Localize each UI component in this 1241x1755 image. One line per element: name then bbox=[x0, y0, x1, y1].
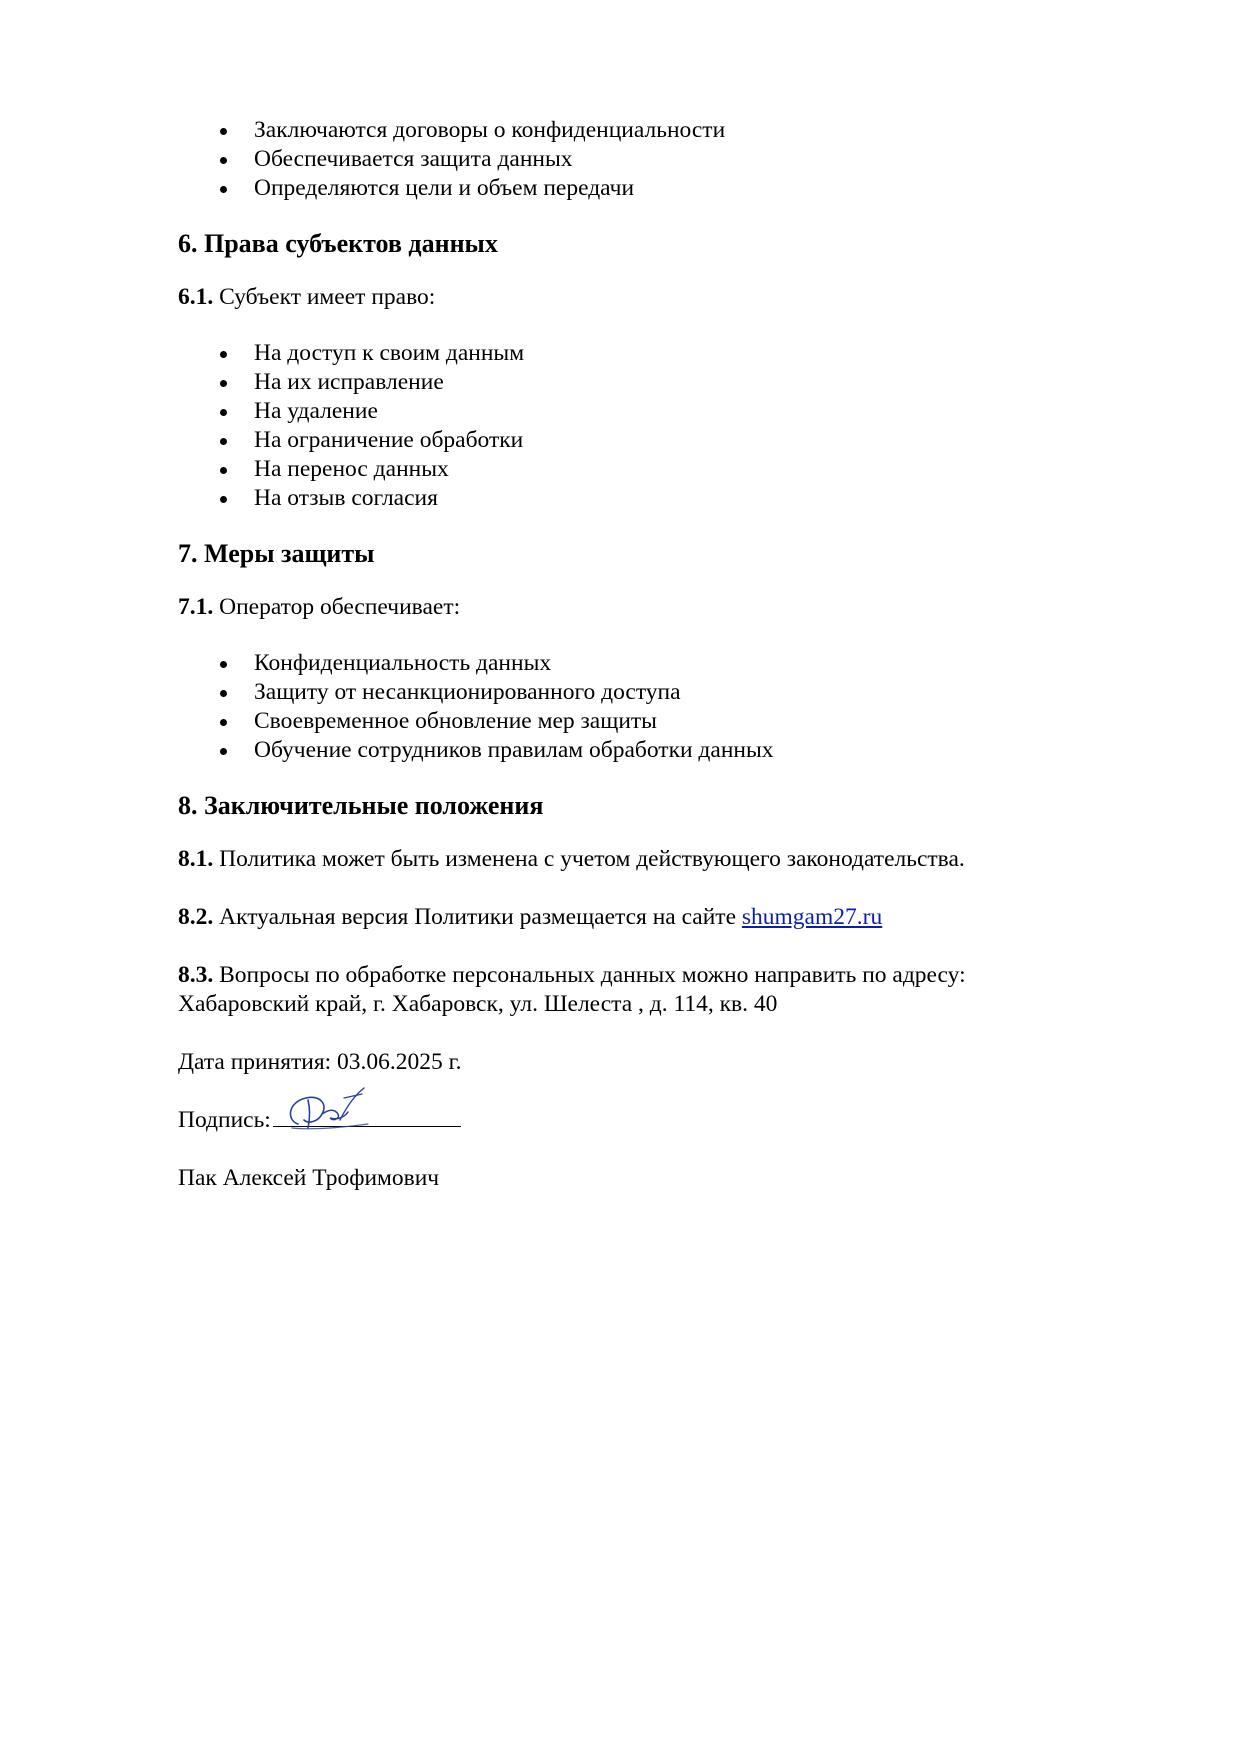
clause-8-2: 8.2. Актуальная версия Политики размещается на сайте shumgam27.ru bbox=[178, 904, 883, 930]
bullet-icon bbox=[220, 719, 227, 726]
bullet-icon bbox=[220, 690, 227, 697]
clause-8-1: 8.1. Политика может быть изменена с учетом действующего законодательства. bbox=[178, 846, 965, 872]
document-page bbox=[178, 116, 1078, 1193]
signer-name: Пак Алексей Трофимович bbox=[178, 1165, 440, 1191]
list-item: Обеспечивается защита данных bbox=[178, 145, 1078, 174]
bullet-icon bbox=[220, 661, 227, 668]
list-item: Обучение сотрудников правилам обработки данных bbox=[178, 736, 1078, 765]
list-item: Своевременное обновление мер защиты bbox=[178, 707, 1078, 736]
signature-label: Подпись: bbox=[178, 1107, 271, 1133]
section-7-heading: 7. Меры защиты bbox=[178, 539, 375, 568]
bullet-icon bbox=[220, 748, 227, 755]
bullet-icon bbox=[220, 380, 227, 387]
intro-bullet-list bbox=[178, 116, 1078, 203]
list-item: Определяются цели и объем передачи bbox=[178, 174, 1078, 203]
list-item: На доступ к своим данным bbox=[178, 339, 1078, 368]
signature-line bbox=[178, 1106, 1078, 1135]
website-link[interactable]: shumgam27.ru bbox=[741, 904, 883, 930]
list-item: На перенос данных bbox=[178, 455, 1078, 484]
signature-block bbox=[178, 1106, 461, 1135]
clause-7-1: 7.1. Оператор обеспечивает: bbox=[178, 594, 461, 620]
bullet-icon bbox=[220, 409, 227, 416]
bullet-icon bbox=[220, 157, 227, 164]
handwritten-signature-icon bbox=[278, 1084, 388, 1144]
clause-6-1: 6.1. Субъект имеет право: bbox=[178, 284, 436, 310]
bullet-icon bbox=[220, 351, 227, 358]
list-item: Заключаются договоры о конфиденциальности bbox=[178, 116, 1078, 145]
postal-address: Хабаровский край, г. Хабаровск, ул. Шелеста , д. 114, кв. 40 bbox=[178, 991, 778, 1017]
list-item: На отзыв согласия bbox=[178, 484, 1078, 513]
bullet-icon bbox=[220, 128, 227, 135]
list-item: Конфиденциальность данных bbox=[178, 649, 1078, 678]
bullet-icon bbox=[220, 186, 227, 193]
section-6-heading: 6. Права субъектов данных bbox=[178, 229, 498, 258]
section-8-heading: 8. Заключительные положения bbox=[178, 791, 544, 820]
measures-bullet-list bbox=[178, 649, 1078, 765]
list-item: На их исправление bbox=[178, 368, 1078, 397]
bullet-icon bbox=[220, 496, 227, 503]
clause-8-3: 8.3. Вопросы по обработке персональных данных можно направить по адресу: bbox=[178, 962, 966, 988]
rights-bullet-list bbox=[178, 339, 1078, 513]
list-item: На ограничение обработки bbox=[178, 426, 1078, 455]
adoption-date: Дата принятия: 03.06.2025 г. bbox=[178, 1049, 462, 1075]
bullet-icon bbox=[220, 467, 227, 474]
list-item: Защиту от несанкционированного доступа bbox=[178, 678, 1078, 707]
list-item: На удаление bbox=[178, 397, 1078, 426]
bullet-icon bbox=[220, 438, 227, 445]
